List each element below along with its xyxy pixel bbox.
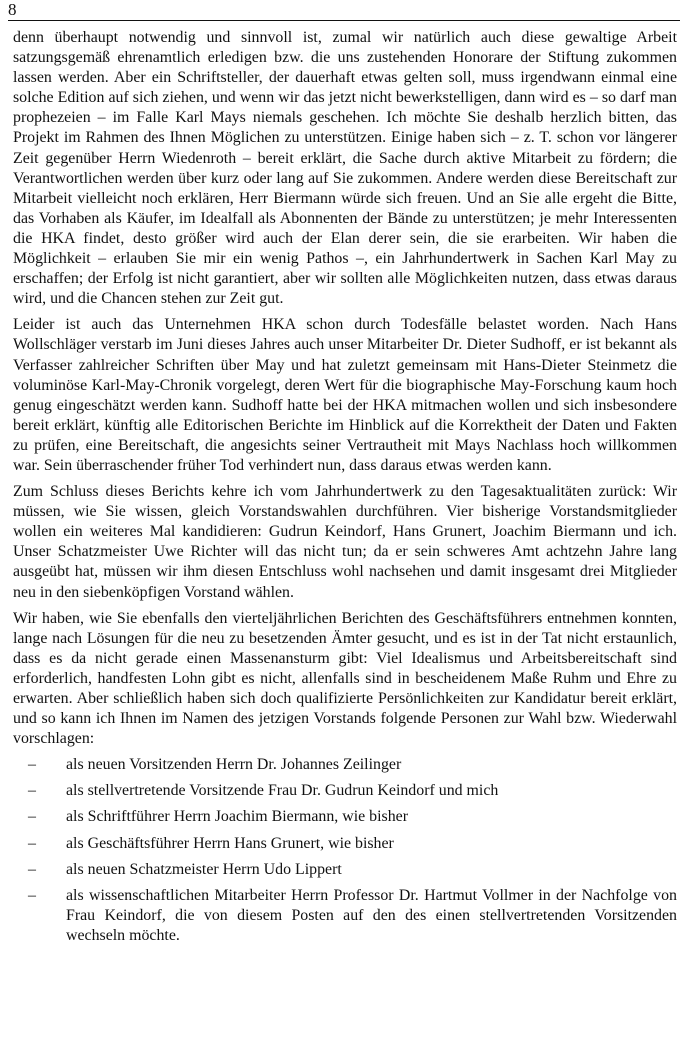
list-item xyxy=(13,755,677,775)
list-item xyxy=(13,886,677,946)
paragraph-candidates-intro: Wir haben, wie Sie ebenfalls den vierteljährlichen Berichten des Geschäftsführers entnehmen konnten, lange nach Lösungen für die neu zu besetzenden Ämter gesucht, und es ist in der Tat nicht erstaunlich, dass es da nicht gerade einen Massenansturm gibt: Viel Idealismus und Arbeitsbereitschaft sind erforderlich, handfesten Lohn gibt es nicht, allenfalls sind in bescheidenem Maße Ruhm und Ehre zu erwarten. Aber schließlich haben sich doch qualifizierte Persönlichkeiten zur Kandidatur bereit erklärt, und so kann ich Ihnen im Namen des jetzigen Vorstands folgende Personen zur Wahl bzw. Wiederwahl vorschlagen: xyxy=(13,609,677,748)
nominee-list xyxy=(13,755,677,946)
header-rule xyxy=(8,20,680,21)
list-dash: – xyxy=(28,808,36,826)
list-dash: – xyxy=(28,860,36,878)
list-item xyxy=(13,860,677,880)
paragraph-deaths: Leider ist auch das Unternehmen HKA schon durch Todesfälle belastet worden. Nach Hans Wollschläger verstarb im Juni dieses Jahres auch unser Mitarbeiter Dr. Dieter Sudhoff, er ist bekannt als Verfasser zahlreicher Schriften über May und hat zuletzt gemeinsam mit Hans-Dieter Steinmetz die voluminöse Karl-May-Chronik vorgelegt, deren Wert für die biographische May-Forschung kaum hoch genug eingeschätzt werden kann. Sudhoff hatte bei der HKA mitmachen wollen und sich insbesondere bereit erklärt, künftig alle Editorischen Berichte im Hinblick auf die Korrektheit der Daten und Fakten zu prüfen, eine Bereitschaft, die angesichts seiner Vertrautheit mit Mays Nachlass hoch willkommen war. Sein überraschender früher Tod verhindert nun, dass daraus etwas werden kann. xyxy=(13,316,677,474)
list-item xyxy=(13,807,677,827)
list-item-text: als wissenschaftlichen Mitarbeiter Herrn Professor Dr. Hartmut Vollmer in der Nachfolge von Frau Keindorf, die von diesem Posten auf den des einen stellvertretenden Vorsitzenden wechseln möchte. xyxy=(66,886,677,944)
list-item-text: als neuen Vorsitzenden Herrn Dr. Johannes Zeilinger xyxy=(66,756,402,774)
list-dash: – xyxy=(28,886,36,904)
paragraph-hka-appeal: denn überhaupt notwendig und sinnvoll ist, zumal wir natürlich auch diese gewaltige Arbeit satzungsgemäß ehrenamtlich erledigen bzw. die uns zustehenden Honorare der Stiftung zukommen lassen werden. Aber ein Schriftsteller, der dauerhaft etwas gelten soll, muss irgendwann einmal eine solche Edition auf sich ziehen, und wenn wir das jetzt nicht bewerkstelligen, dann wird es – so darf man prophezeien – im Falle Karl Mays niemals geschehen. Ich möchte Sie deshalb herzlich bitten, das Projekt im Rahmen des Ihnen Möglichen zu unterstützen. Einige haben sich – z. T. schon vor längerer Zeit gegenüber Herrn Wiedenroth – bereit erklärt, die Sache durch aktive Mitarbeit zu fördern; die Verantwortlichen werden über kurz oder lang auf Sie zukommen. Andere werden diese Bereitschaft zur Mitarbeit vielleicht noch erklären, Herr Biermann würde sich freuen. Und an Sie alle ergeht die Bitte, das Vorhaben als Käufer, im Idealfall als Abonnenten der Bände zu unterstützen; je mehr Interessenten die HKA findet, desto größer wird auch der Elan derer sein, die sie erarbeiten. Wir haben die Möglichkeit – erlauben Sie mir ein wenig Pathos –, ein Jahrhundertwerk in Sachen Karl May zu erschaffen; der Erfolg ist nicht garantiert, aber wir sollten alle Möglichkeiten nutzen, dass etwas daraus wird, und die Chancen stehen zur Zeit gut. xyxy=(13,29,677,308)
list-item-text: als Schriftführer Herrn Joachim Biermann, wie bisher xyxy=(66,808,408,826)
list-dash: – xyxy=(28,756,36,774)
page-header xyxy=(8,0,680,22)
list-dash: – xyxy=(28,834,36,852)
page-number: 8 xyxy=(8,0,17,19)
paragraph-board-elections: Zum Schluss dieses Berichts kehre ich vom Jahrhundertwerk zu den Tagesaktualitäten zurück: Wir müssen, wie Sie wissen, gleich Vorstandswahlen durchführen. Vier bisherige Vorstandsmitglieder wollen ein weiteres Mal kandidieren: Gudrun Keindorf, Hans Grunert, Joachim Biermann und ich. Unser Schatzmeister Uwe Richter will das nicht tun; da er sein schweres Amt achtzehn Jahre lang ausgeübt hat, müssen wir ihm diesen Entschluss wohl nachsehen und damit insgesamt drei Mitglieder neu in den siebenköpfigen Vorstand wählen. xyxy=(13,483,677,601)
list-item xyxy=(13,834,677,854)
list-item xyxy=(13,781,677,801)
list-dash: – xyxy=(28,782,36,800)
list-item-text: als neuen Schatzmeister Herrn Udo Lippert xyxy=(66,860,342,878)
body-text xyxy=(13,28,677,952)
list-item-text: als stellvertretende Vorsitzende Frau Dr. Gudrun Keindorf und mich xyxy=(66,782,499,800)
list-item-text: als Geschäftsführer Herrn Hans Grunert, wie bisher xyxy=(66,834,394,852)
